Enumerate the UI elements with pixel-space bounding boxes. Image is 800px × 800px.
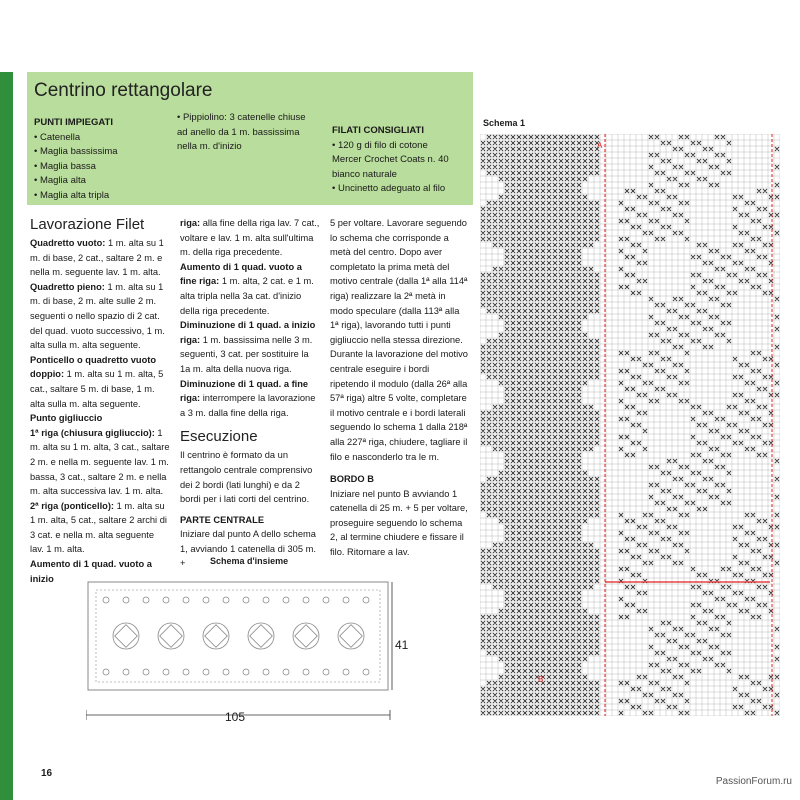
header-box xyxy=(27,72,473,205)
width-dimension: 105 xyxy=(225,710,246,724)
paragraph: Diminuzione di 1 quad. a inizio riga: 1 m. bassissima nelle 3 m. seguenti, 3 cat. per sostituire la 1a m. alta della nuova riga. xyxy=(180,320,316,374)
subheading-parte-centrale: PARTE CENTRALE xyxy=(180,514,265,525)
paragraph: Quadretto pieno: 1 m. alta su 1 m. di base, 2 m. alte sulle 2 m. seguenti o nello spazio di 2 cat. del quad. vuoto successivo, 1 m. alta sulla m. alta seguente. xyxy=(30,281,165,351)
filati-item: Mercer Crochet Coats n. 40 xyxy=(332,154,449,165)
height-dimension: 41 xyxy=(395,638,409,652)
punti-item: • Maglia alta xyxy=(34,175,86,186)
punti-title: PUNTI IMPIEGATI xyxy=(34,117,113,128)
punti-list xyxy=(34,116,118,203)
paragraph: riga: alla fine della riga lav. 7 cat., voltare e lav. 1 m. alta sull'ultima m. della riga precedente. xyxy=(180,218,320,258)
overview-border xyxy=(88,582,388,690)
filati-item: • 120 g di filo di cotone xyxy=(332,139,428,151)
paragraph: Iniziare nel punto B avviando 1 catenella di 25 m. + 5 per voltare, proseguire seguendo lo schema 2, al termine chiudere e fissare il filo. Ritornare a lav. xyxy=(330,488,468,558)
pippiolino xyxy=(177,111,306,155)
point-a-label: A xyxy=(597,141,603,150)
watermark: PassionForum.ru xyxy=(715,776,792,787)
paragraph: Ponticello o quadretto vuoto doppio: 1 m. alta su 1 m. alta, 5 cat., saltare 5 m. di base, 1 m. alta sulla m. alta seguente. xyxy=(30,354,164,409)
paragraph: 5 per voltare. Lavorare seguendo lo schema che corrisponde a metà del centro. Dopo aver completato la prima metà del motivo centrale (dalla 1ª alla 114ª riga) realizzare la 2ª metà in modo speculare (dalla 113ª alla 1ª riga), lavorando tutti i punti gigliuccio nella stessa direzione. Durante la lavorazione del motivo centrale eseguire i bordi ripetendo il modulo (dalla 26ª alla 57ª riga) altre 5 volte, completare il motivo centrale e i bordi laterali seguendo lo schema 1 dalla 218ª alla 227ª riga, chiudere, tagliare il filo e nasconderlo tra le m. xyxy=(330,218,468,462)
paragraph: Punto gigliuccio xyxy=(30,413,103,424)
pippiolino-line: nella m. d'inizio xyxy=(177,141,242,152)
filati-item: bianco naturale xyxy=(332,168,397,180)
page-number: 16 xyxy=(41,768,53,779)
paragraph: Aumento di 1 quad. vuoto a inizio xyxy=(30,559,152,584)
page-title: Centrino rettangolare xyxy=(34,80,213,101)
paragraph: Diminuzione di 1 quad. a fine riga: interrompere la lavorazione a 3 m. dalla fine della riga. xyxy=(180,378,316,418)
paragraph: Il centrino è formato da un rettangolo centrale comprensivo dei 2 bordi (lati lunghi) e da 2 bordi per i lati corti del centrino. xyxy=(180,450,313,505)
punti-item: • Maglia alta tripla xyxy=(34,189,110,201)
point-b-label: B xyxy=(538,675,544,684)
punti-item: • Maglia bassa xyxy=(34,160,96,172)
paragraph: Aumento di 1 quad. vuoto a fine riga: 1 m. alta, 2 cat. e 1 m. alta tripla nella 3a cat. d'inizio della riga precedente. xyxy=(180,261,314,316)
filet-chart xyxy=(480,134,780,716)
punti-item: • Maglia bassissima xyxy=(34,146,118,157)
paragraph: 2ª riga (ponticello): 1 m. alta su 1 m. alta, 5 cat., saltare 2 archi di 3 cat. e nella m. alta seguente lav. 1 m. alta. xyxy=(30,500,167,555)
paragraph: 1ª riga (chiusura gigliuccio): 1 m. alta su 1 m. alta, 3 cat., saltare 2 m. e nella m. seguente lav. 1 m. bassa, 3 cat., saltare 2 m. e nella m. alta successiva lav. 1 m. alta. xyxy=(30,427,170,497)
subheading-bordo-b: BORDO B xyxy=(330,474,374,485)
accent-bar xyxy=(0,72,13,800)
heading-esecuzione: Esecuzione xyxy=(180,428,258,446)
column-2 xyxy=(180,216,320,571)
punti-item: • Catenella xyxy=(34,131,81,143)
filati-title: FILATI CONSIGLIATI xyxy=(332,125,424,136)
paragraph: Quadretto vuoto: 1 m. alta su 1 m. di base, 2 cat., saltare 2 m. e nella m. seguente lav. 1 m. alta. xyxy=(30,238,164,278)
pippiolino-line: ad anello da 1 m. bassissima xyxy=(177,126,300,138)
schema-1-title: Schema 1 xyxy=(483,118,526,128)
pippiolino-line: • Pippiolino: 3 catenelle chiuse xyxy=(177,112,306,123)
paragraph: Iniziare dal punto A dello schema 1, avviando 1 catenella di 305 m. + xyxy=(180,529,316,569)
heading-lavorazione: Lavorazione Filet xyxy=(30,216,145,233)
column-1 xyxy=(30,216,170,586)
filati-list xyxy=(332,124,449,197)
filati-item: • Uncinetto adeguato al filo xyxy=(332,183,446,194)
column-3 xyxy=(330,216,470,560)
schema-insieme-title: Schema d'insieme xyxy=(210,556,289,566)
overview-diagram xyxy=(86,580,396,730)
